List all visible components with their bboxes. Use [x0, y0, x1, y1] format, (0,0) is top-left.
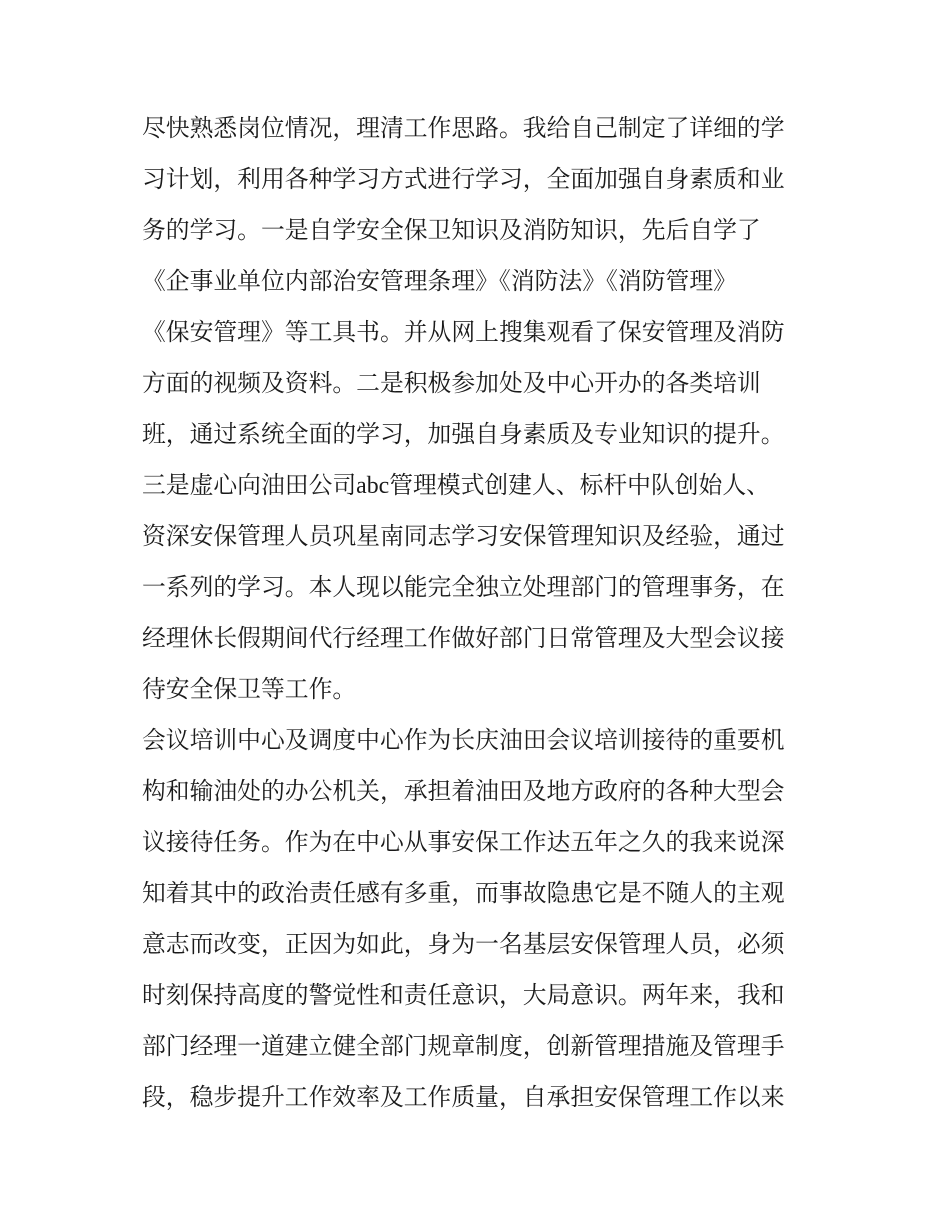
text-line: 经理休长假期间代行经理工作做好部门日常管理及大型会议接 [142, 626, 785, 652]
text-line: 段，稳步提升工作效率及工作质量，自承担安保管理工作以来 [142, 1085, 785, 1111]
text-line: 知着其中的政治责任感有多重，而事故隐患它是不随人的主观 [142, 881, 785, 907]
text-line: 一系列的学习。本人现以能完全独立处理部门的管理事务，在 [142, 575, 785, 601]
text-line: 务的学习。一是自学安全保卫知识及消防知识，先后自学了 [142, 218, 761, 244]
text-line: 意志而改变，正因为如此，身为一名基层安保管理人员，必须 [142, 932, 785, 958]
text-line: 尽快熟悉岗位情况，理清工作思路。我给自己制定了详细的学 [142, 116, 785, 142]
text-line: 《保安管理》等工具书。并从网上搜集观看了保安管理及消防 [142, 320, 785, 346]
text-line: 资深安保管理人员巩星南同志学习安保管理知识及经验，通过 [142, 524, 785, 550]
text-line: 《企事业单位内部治安管理条理》《消防法》《消防管理》 [142, 269, 737, 295]
text-line: 习计划，利用各种学习方式进行学习，全面加强自身素质和业 [142, 167, 785, 193]
text-line: 三是虚心向油田公司abc管理模式创建人、标杆中队创始人、 [142, 473, 770, 499]
text-line: 班，通过系统全面的学习，加强自身素质及专业知识的提升。 [142, 422, 785, 448]
text-line: 待安全保卫等工作。 [142, 677, 357, 703]
text-line: 部门经理一道建立健全部门规章制度，创新管理措施及管理手 [142, 1034, 785, 1060]
text-line: 方面的视频及资料。二是积极参加处及中心开办的各类培训 [142, 371, 761, 397]
text-line: 构和输油处的办公机关，承担着油田及地方政府的各种大型会 [142, 779, 785, 805]
text-line: 时刻保持高度的警觉性和责任意识，大局意识。两年来，我和 [142, 983, 785, 1009]
text-line: 会议培训中心及调度中心作为长庆油田会议培训接待的重要机 [142, 728, 785, 754]
document-body [142, 104, 822, 1124]
text-line: 议接待任务。作为在中心从事安保工作达五年之久的我来说深 [142, 830, 785, 856]
